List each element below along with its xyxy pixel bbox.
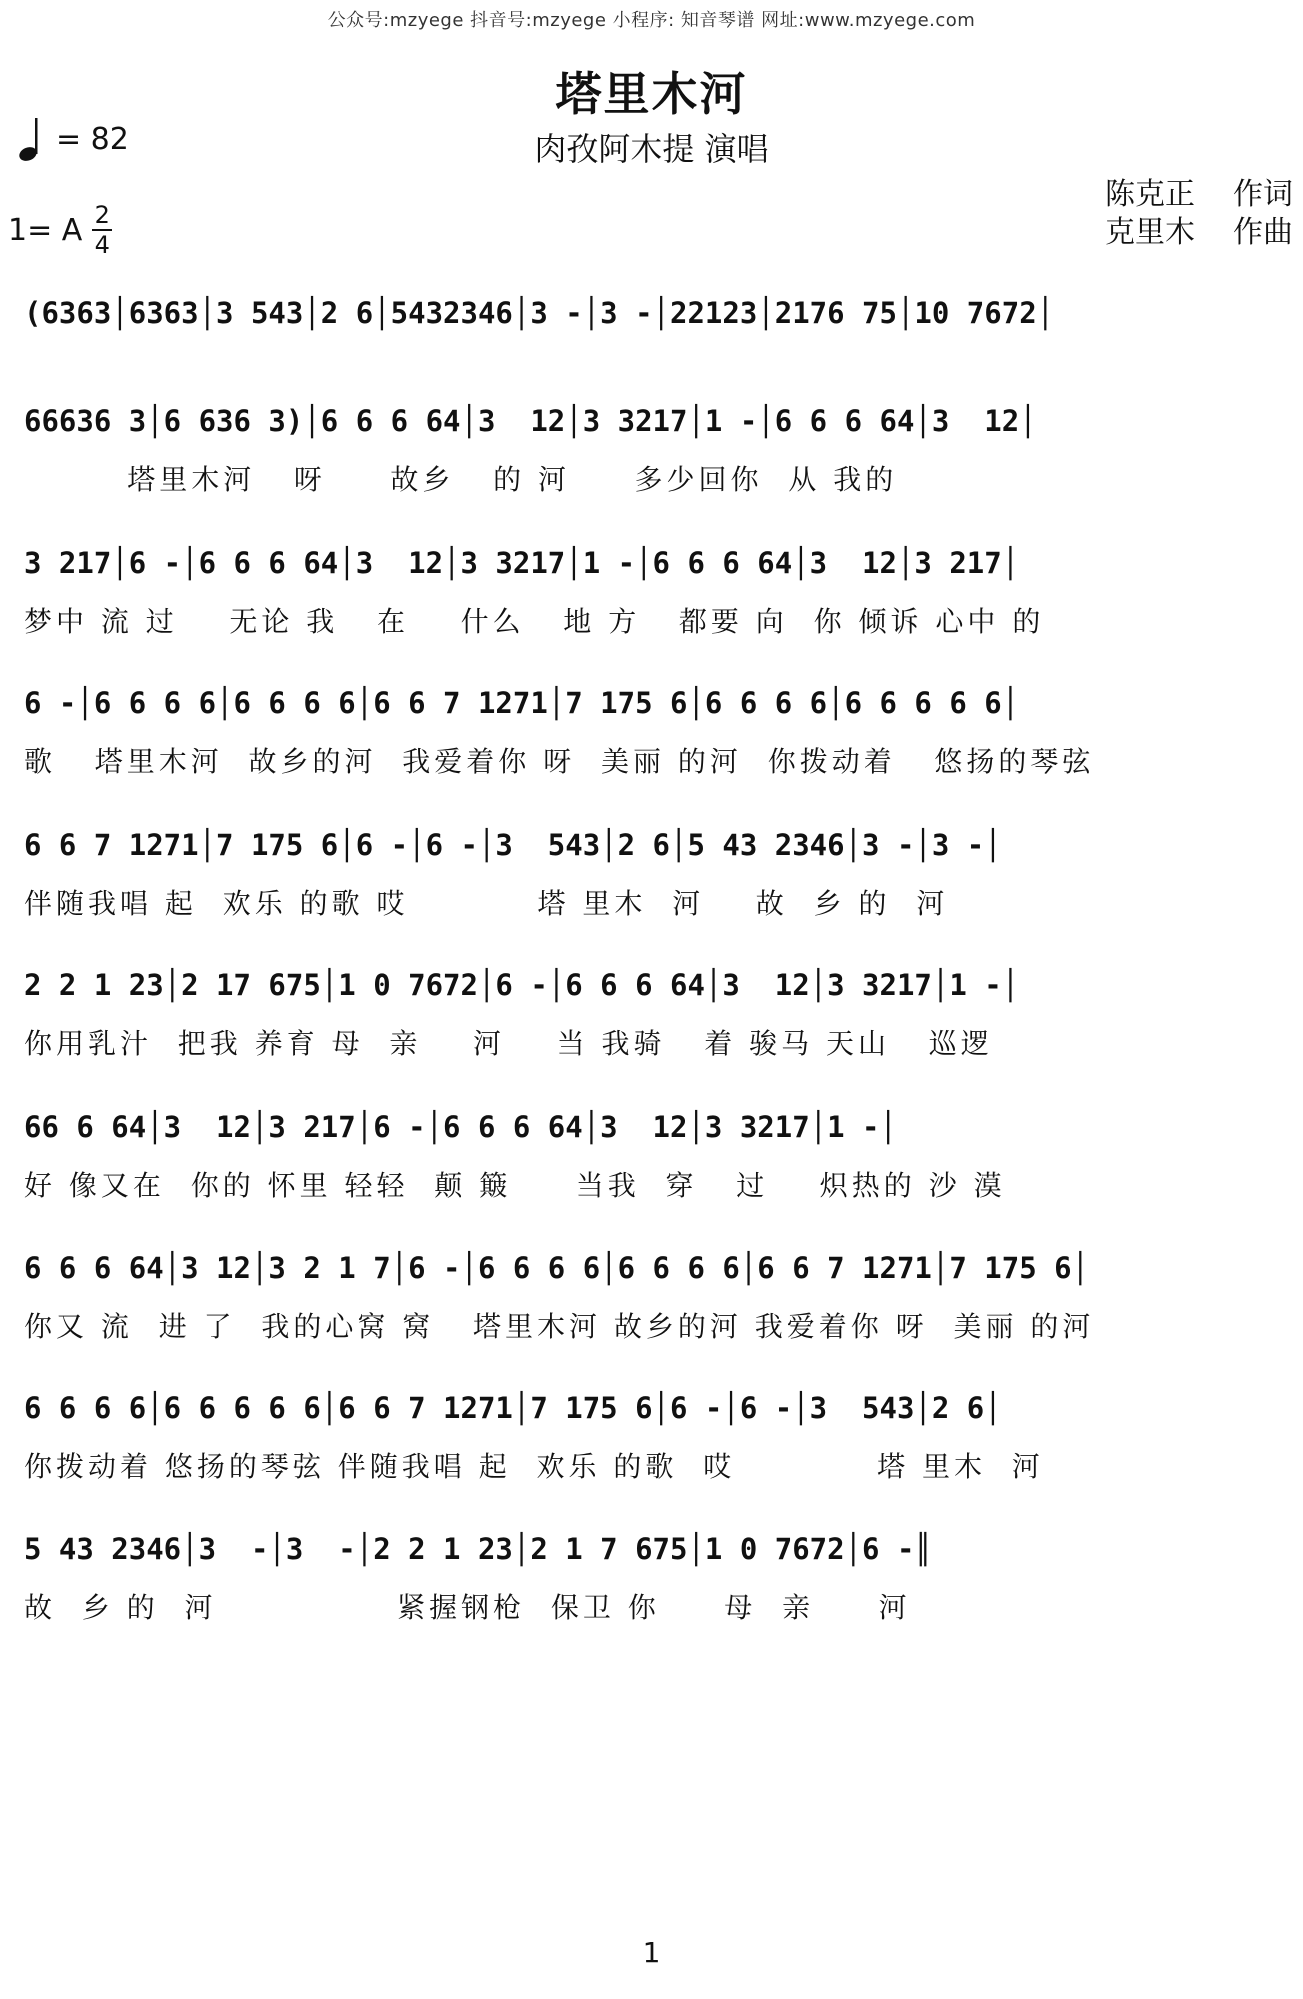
score-system <box>24 680 1286 800</box>
lyrics-line: 你拨动着 悠扬的琴弦 伴随我唱 起 欢乐 的歌 哎 塔 里木 河 <box>24 1450 1044 1483</box>
lyricist-role: 作词 <box>1233 177 1293 212</box>
composer-name: 克里木 <box>1105 215 1195 250</box>
music-line: 3 217│6 -│6 6 6 64│3 12│3 3217│1 -│6 6 6 64│3 12│3 217│ <box>24 546 1020 580</box>
music-line: 2 2 1 23│2 17 675│1 0 7672│6 -│6 6 6 64│3 12│3 3217│1 -│ <box>24 968 1020 1002</box>
time-sig-bottom: 4 <box>94 231 110 259</box>
composer-role: 作曲 <box>1233 215 1293 250</box>
tempo-marking <box>18 116 129 162</box>
key-value: 1= A <box>8 212 83 248</box>
score-system <box>24 290 1286 410</box>
music-line: 66636 3│6 636 3)│6 6 6 64│3 12│3 3217│1 -│6 6 6 64│3 12│ <box>24 404 1037 438</box>
lyrics-line <box>24 350 1286 390</box>
page-header: 公众号:mzyege 抖音号:mzyege 小程序: 知音琴谱 网址:www.mzyege.com <box>327 10 976 31</box>
lyrics-line: 伴随我唱 起 欢乐 的歌 哎 塔 里木 河 故 乡 的 河 <box>24 887 949 920</box>
tempo-value: = 82 <box>56 121 129 157</box>
lyricist-name: 陈克正 <box>1105 177 1195 212</box>
lyrics-line: 梦中 流 过 无论 我 在 什么 地 方 都要 向 你 倾诉 心中 的 <box>24 605 1045 638</box>
score-system <box>24 1385 1286 1505</box>
lyrics-line: 塔里木河 呀 故乡 的 河 多少回你 从 我的 <box>24 463 898 496</box>
music-line: 6 6 6 64│3 12│3 2 1 7│6 -│6 6 6 6│6 6 6 6│6 6 7 1271│7 175 6│ <box>24 1251 1090 1285</box>
music-line: 66 6 64│3 12│3 217│6 -│6 6 6 64│3 12│3 3217│1 -│ <box>24 1110 897 1144</box>
score-system <box>24 962 1286 1082</box>
score-system <box>24 540 1286 660</box>
lyrics-line: 好 像又在 你的 怀里 轻轻 颠 簸 当我 穿 过 炽热的 沙 漠 <box>24 1169 1006 1202</box>
page-number: 1 <box>642 1936 661 1969</box>
singer-line: 肉孜阿木提 演唱 <box>534 130 769 168</box>
score-system <box>24 822 1286 942</box>
music-line: (6363│6363│3 543│2 6│5432346│3 -│3 -│22123│2176 75│10 7672│ <box>24 296 1055 330</box>
score-system <box>24 398 1286 518</box>
score-system <box>24 1526 1286 1646</box>
lyrics-line: 歌 塔里木河 故乡的河 我爱着你 呀 美丽 的河 你拨动着 悠扬的琴弦 <box>24 745 1095 778</box>
credits <box>1105 176 1293 252</box>
key-signature <box>8 203 112 257</box>
time-sig-top: 2 <box>94 201 110 229</box>
music-line: 6 6 6 6│6 6 6 6 6│6 6 7 1271│7 175 6│6 -│6 -│3 543│2 6│ <box>24 1391 1002 1425</box>
time-signature <box>92 203 112 257</box>
score-system <box>24 1245 1286 1365</box>
lyrics-line: 你用乳汁 把我 养育 母 亲 河 当 我骑 着 骏马 天山 巡逻 <box>24 1027 993 1060</box>
music-line: 6 6 7 1271│7 175 6│6 -│6 -│3 543│2 6│5 43 2346│3 -│3 -│ <box>24 828 1002 862</box>
music-line: 6 -│6 6 6 6│6 6 6 6│6 6 7 1271│7 175 6│6 6 6 6│6 6 6 6 6│ <box>24 686 1020 720</box>
song-title: 塔里木河 <box>555 67 748 121</box>
lyrics-line: 故 乡 的 河 紧握钢枪 保卫 你 母 亲 河 <box>24 1591 911 1624</box>
music-line: 5 43 2346│3 -│3 -│2 2 1 23│2 1 7 675│1 0 7672│6 -║ <box>24 1532 932 1566</box>
lyrics-line: 你又 流 进 了 我的心窝 窝 塔里木河 故乡的河 我爱着你 呀 美丽 的河 <box>24 1310 1095 1343</box>
score-system <box>24 1104 1286 1224</box>
quarter-note-icon <box>18 116 44 162</box>
